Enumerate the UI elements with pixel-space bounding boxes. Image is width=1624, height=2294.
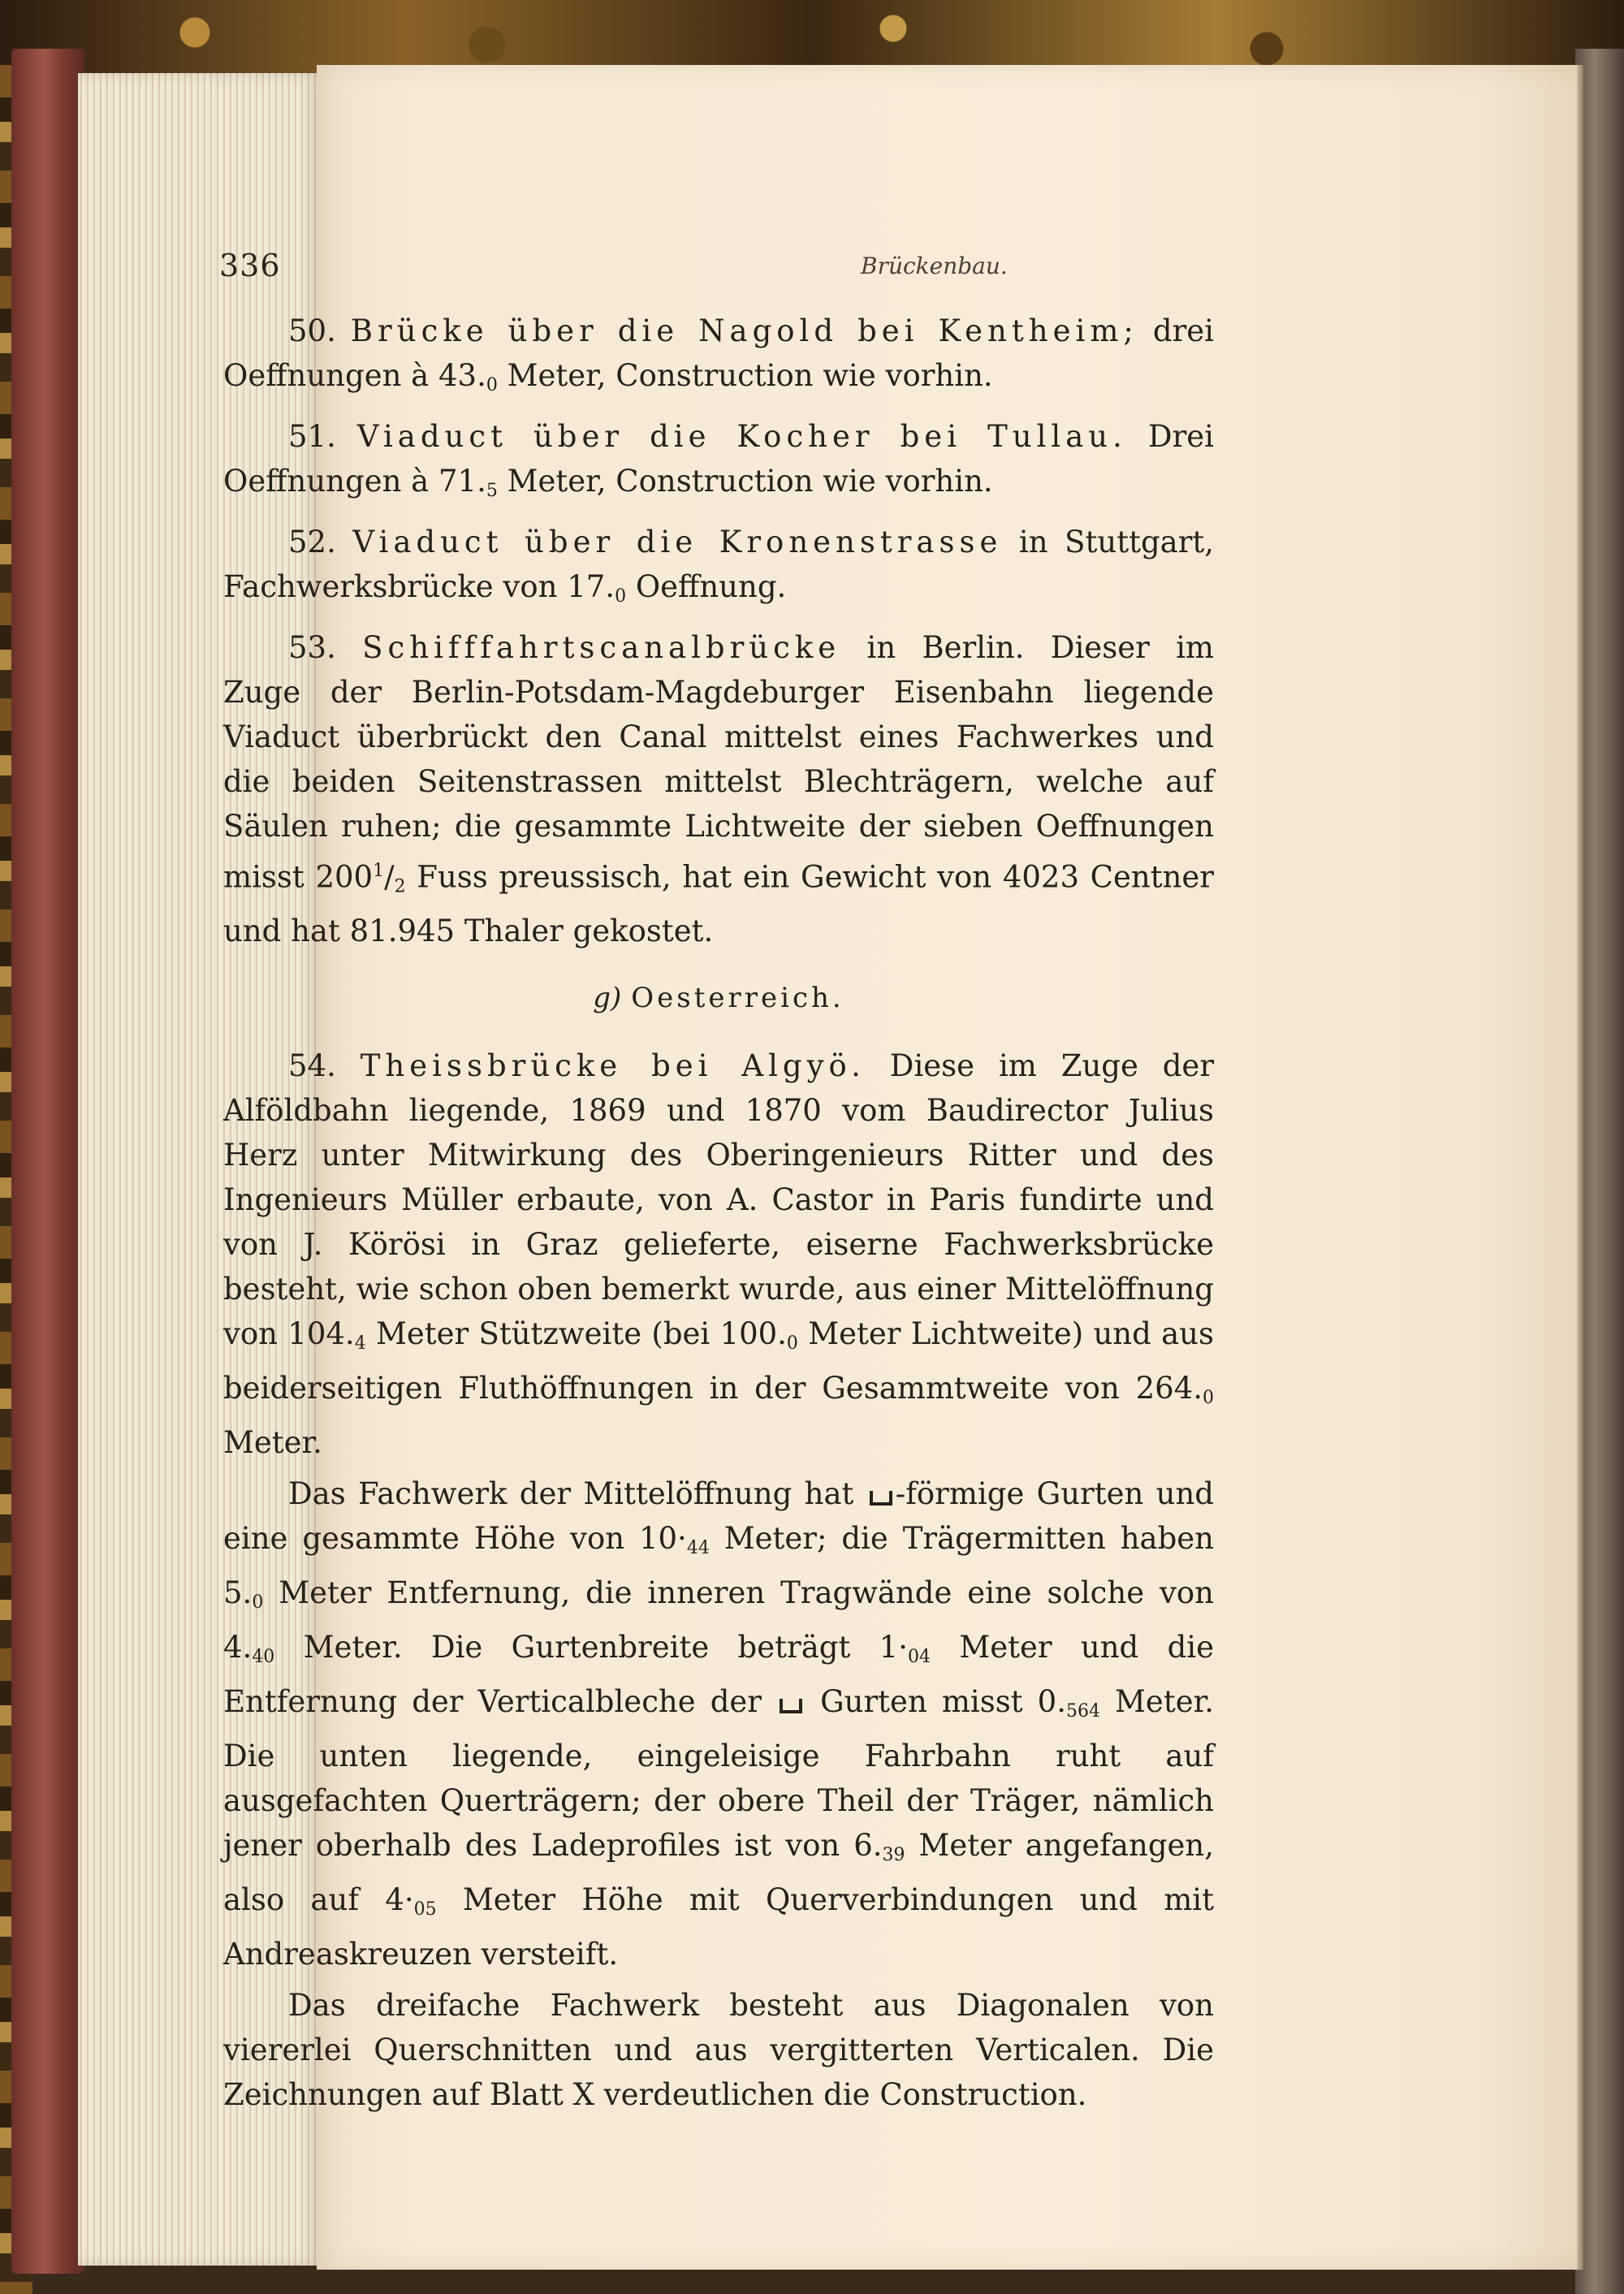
subscript: 4: [354, 1333, 366, 1354]
paragraph-text: Meter, Construction wie vorhin.: [497, 464, 993, 499]
book-spine: [11, 49, 84, 2274]
paragraph-lead: Viaduct über die Kocher bei Tullau.: [356, 419, 1127, 454]
subscript: 05: [413, 1899, 437, 1920]
text-block: [223, 309, 1214, 2117]
paragraph-lead: Schifffahrtscanalbrücke: [362, 630, 841, 665]
paragraph-text: Meter angefangen, also auf 4·: [223, 1828, 1214, 1918]
page-number: 336: [219, 248, 281, 283]
paragraph-lead: Viaduct über die Kronenstrasse: [352, 525, 1003, 559]
paragraph-text: Das Fachwerk der Mittelöffnung hat: [288, 1476, 866, 1512]
page-gutter: [1577, 65, 1583, 2270]
paragraph-text: Meter Höhe mit Querverbindungen und mit Andreaskreuzen versteift.: [223, 1882, 1214, 1972]
paragraph-51: [223, 414, 1214, 513]
superscript: 1: [373, 861, 385, 881]
paragraph-text: Fuss preussisch, hat ein Gewicht von 4023 Centner und hat 81.945 Thaler gekostet.: [223, 859, 1214, 949]
paragraph-text: Drei Oeffnungen à 71.: [223, 419, 1214, 499]
paragraph-55: [223, 1471, 1214, 1976]
paragraph-53: [223, 625, 1214, 953]
paragraph-text: Oeffnung.: [626, 569, 787, 604]
paragraph-number: 53.: [288, 630, 336, 665]
paragraph-50: [223, 309, 1214, 408]
section-heading: [223, 976, 1214, 1021]
paragraph-text: Meter und die Entfernung der Verticalbleche der: [223, 1630, 1215, 1720]
paragraph-text: Meter Lichtweite) und aus beiderseitigen Fluthöffnungen in der Gesammtweite von 264.: [223, 1316, 1214, 1406]
subscript: 04: [907, 1647, 931, 1668]
subscript: 44: [686, 1538, 710, 1559]
paragraph-text: Meter. Die unten liegende, eingeleisige Fahrbahn ruht auf ausgefachten Querträgern; der obere Theil der Träger, nämlich jener oberhalb des Ladeprofiles ist von 6.: [223, 1684, 1214, 1864]
section-title: Oesterreich.: [631, 982, 844, 1015]
paragraph-text: in Stuttgart, Fachwerksbrücke von 17.: [223, 525, 1215, 604]
paragraph-text: Meter. Die Gurtenbreite beträgt 1·: [274, 1630, 908, 1665]
paragraph-52: [223, 520, 1214, 619]
subscript: 0: [252, 1592, 264, 1614]
subscript: 0: [1203, 1388, 1214, 1409]
subscript: 5: [486, 481, 498, 501]
paragraph-text: Diese im Zuge der Alföldbahn liegende, 1869 und 1870 vom Baudirector Julius Herz unter Mitwirkung des Oberingenieurs Ritter und des Ingenieurs Müller erbaute, von A. Castor in Paris fundirte und von J. Körösi in Graz gelieferte, eiserne Fachwerksbrücke besteht, wie schon oben bemerkt wurde, aus einer Mittelöffnung von 104.: [223, 1048, 1215, 1352]
subscript: 39: [882, 1845, 905, 1866]
paragraph-number: 52.: [288, 525, 336, 559]
paragraph-text: Meter; die Trägermitten haben 5.: [223, 1521, 1214, 1611]
fraction-slash: /: [384, 859, 395, 895]
paragraph-text: Meter.: [223, 1425, 322, 1461]
paragraph-54: [223, 1043, 1214, 1465]
paragraph-lead: Brücke über die Nagold bei Kentheim;: [350, 313, 1138, 348]
channel-section-icon: [870, 1491, 892, 1506]
paragraph-text: Meter, Construction wie vorhin.: [497, 358, 993, 393]
subscript: 0: [786, 1333, 798, 1354]
paragraph-number: 50.: [288, 313, 336, 348]
section-letter: g): [593, 982, 622, 1015]
paragraph-56: [223, 1983, 1214, 2117]
channel-section-icon: [780, 1699, 802, 1713]
subscript: 2: [394, 876, 406, 897]
paragraph-text: Gurten misst 0.: [806, 1684, 1066, 1720]
paragraph-text: -förmige Gurten und eine gesammte Höhe von 10·: [223, 1476, 1214, 1557]
running-title: Brückenbau.: [861, 253, 1008, 279]
paragraph-text: Meter Stützweite (bei 100.: [365, 1316, 787, 1352]
paragraph-text: Das dreifache Fachwerk besteht aus Diagonalen von viererlei Querschnitten und aus vergitterten Verticalen. Die Zeichnungen auf Blatt X verdeutlichen die Construction.: [223, 1988, 1214, 2113]
paragraph-text: drei Oeffnungen à 43.: [223, 313, 1214, 393]
paragraph-text: in Berlin. Dieser im Zuge der Berlin-Potsdam-Magdeburger Eisenbahn liegende Viaduct überbrückt den Canal mittelst eines Fachwerkes und die beiden Seitenstrassen mittelst Blechträgern, welche auf Säulen ruhen; die gesammte Lichtweite der sieben Oeffnungen misst 200: [223, 630, 1215, 895]
subscript: 0: [486, 375, 498, 395]
subscript: 40: [252, 1647, 275, 1668]
paragraph-text: Meter Entfernung, die inneren Tragwände eine solche von 4.: [223, 1575, 1214, 1665]
subscript: 564: [1065, 1701, 1100, 1722]
paragraph-lead: Theissbrücke bei Algyö.: [360, 1048, 866, 1084]
paragraph-number: 54.: [288, 1048, 336, 1084]
subscript: 0: [615, 586, 627, 607]
paragraph-number: 51.: [288, 419, 336, 454]
running-head: [219, 248, 1129, 296]
